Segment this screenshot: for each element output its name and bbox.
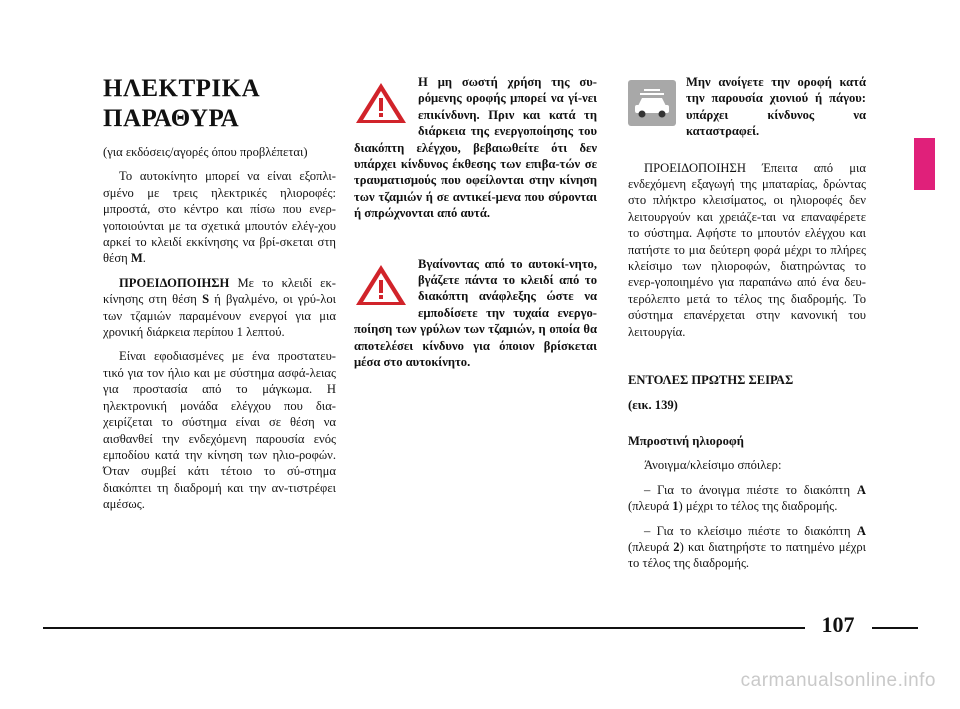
warning-text-a: Με το κλειδί εκ-κίνησης στη θέση [103,275,336,307]
footer-rule-right [872,627,918,629]
reset-label: ΠΡΟΕΙΔΟΠΟΙΗΣΗ [644,160,746,175]
open-step [628,482,866,515]
side-2: 2 [673,539,680,554]
key-position-s: S [202,292,210,307]
protection-paragraph: Είναι εφοδιασμένες με ένα προστατευ-τικό για τον ήλιο και με σύστημα ασφά-λειας για προστασία από το μάγκωμα. Η ηλεκτρονική μονάδα ελέγχου που δια-χειρίζεται το σύστημα είναι σε θέση να αισθανθεί την ενδεχόμενη παρουσία ενός εμποδίου κατά την κίνηση των ηλιο-ροφών. Όταν συμβεί κάτι τέτοιο το σύ-στημα διακόπτει τη διαδρομή και την αν-τιστρέφει αμέσως. [103,349,336,512]
column-electric-windows [103,74,336,521]
availability-note: (για εκδόσεις/αγορές όπου προβλέπεται) [103,145,308,159]
close-step [628,523,866,572]
close-step-text: – Για το κλείσιμο πιέστε το διακόπτη [644,523,857,538]
subsection-heading: Μπροστινή ηλιοροφή [628,433,744,448]
intro-text: Το αυτοκίνητο μπορεί να είναι εξοπλι-σμένο με τρεις ηλεκτρικές ηλιοροφές: μπροστά, στο κέντρο και πίσω που ενερ-γοποιούνται με τα σχετικά μπουτόν ελέγ-χου αρκεί το κλειδί εκκίνησης να βρί-σκεται στη θέση [103,169,336,266]
watermark-text: carmanualsonline.info [740,670,936,691]
switch-a: A [856,482,866,497]
key-position-m: M [130,251,143,266]
watermark [0,670,960,692]
warning-block-key [354,256,597,371]
title-line-2: ΠΑΡΑΘΥΡΑ [103,105,240,132]
footer-rule-left [43,627,805,629]
warning-label: ΠΡΟΕΙΔΟΠΟΙΗΣΗ [119,275,230,290]
page-title [103,74,336,134]
open-step-text: – Για το άνοιγμα πιέστε το διακόπτη [644,482,857,497]
figure-reference: (εικ. 139) [628,397,678,412]
switch-a: A [856,523,866,538]
warning-block-misuse [354,74,597,222]
note-text-snow: Μην ανοίγετε την οροφή κατά την παρουσία χιονιού ή πάγου: υπάρχει κίνδυνος να καταστραφεί. [686,75,866,139]
open-step-end: ) μέχρι το τέλος της διαδρομής. [678,499,838,514]
column-warnings [354,74,597,379]
intro-paragraph [103,168,336,266]
close-step-end: ) και διατηρήστε το πατημένο μέχρι το τέλος της διαδρομής. [628,539,867,571]
section-tab-marker [914,138,935,190]
column-instructions [628,74,866,580]
note-block-snow [628,74,866,140]
warning-text-b: ή βγαλμένο, οι γρύ-λοι των τζαμιών παραμένουν ενεργοί για μια χρονική διάρκεια περίπου 1 λεπτού. [103,292,337,340]
section-heading: ΕΝΤΟΛΕΣ ΠΡΩΤΗΣ ΣΕΙΡΑΣ [628,373,794,388]
warning-triangle-icon [354,262,408,308]
warning-triangle-icon [354,80,408,126]
page-number: 107 [821,612,855,637]
intro-period: . [142,251,146,266]
warning-text-key: Βγαίνοντας από το αυτοκί-νητο, βγάζετε πάντα το κλειδί από το διακόπτη ανάφλεξης ώστε να εμποδίσετε την τυχαία ενεργο-ποίηση των γρύλων των τζαμιών, η οποία θα αποτελέσει κίνδυνο για όποιον βρίσκεται μέσα στο αυτοκίνητο. [354,256,597,370]
reset-text: Έπειτα από μια ενδεχόμενη εξαγωγή της μπαταρίας, δρώντας στο πλήκτρο κλεισίματος, οι ηλιοροφές δεν λειτουργούν και χρειάζε-ται να επαναφέρετε το σύστημα. Αφήστε το μπουτόν ελέγχου και πατήστε το μια δεύτερη φορά μέχρι το πλήρες κλείσιμο των ηλιοροφών, διατηρώντας το ενερ-γοποιημένο για παραπάνω από ένα δευ-τερόλεπτο μετά το τέλος της διαδρομής. Το σύστημα επανέρχεται στην κανονική του λειτουργία. [628,160,866,339]
open-step-side: (πλευρά [628,499,673,514]
open-close-label: Άνοιγμα/κλείσιμο σπόιλερ: [644,458,782,473]
car-snow-icon [628,80,676,126]
warning-text-misuse: Η μη σωστή χρήση της συ-ρόμενης οροφής μπορεί να γί-νει επικίνδυνη. Πριν και κατά τη διάρκεια της ενεργοποίησης του διακόπτη ελέγχου, βεβαιωθείτε ότι δεν υπάρχει κίνδυνος έκθεσης των επιβα-τών σε τραυματισμούς που οφείλονται στην κίνηση των τζαμιών ή σε αντικεί-μενα που σύρονται ή σπρώχνονται από αυτά. [354,75,597,221]
close-step-side: (πλευρά [628,539,674,554]
title-line-1: ΗΛΕΚΤΡΙΚΑ [103,75,261,102]
side-1: 1 [672,499,679,514]
reset-paragraph [628,160,866,340]
warning-paragraph [103,275,336,341]
